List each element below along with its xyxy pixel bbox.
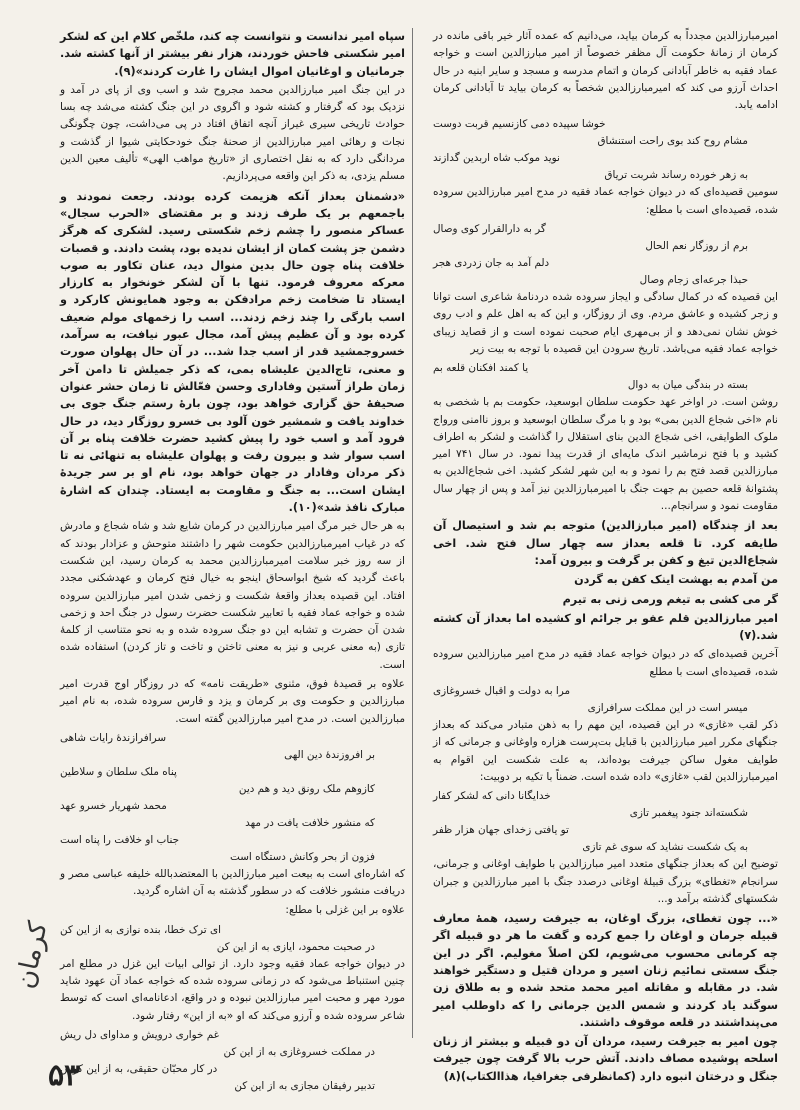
verse-first-hemistich: گر به دارالقرار کوی وصال: [433, 223, 546, 236]
verse-block: [60, 730, 405, 866]
verse-first-hemistich: نوید موکب شاه اربدین گدازند: [433, 152, 560, 165]
verse-first-hemistich: ای ترک خطا، بنده نوازی به از این کن: [60, 923, 221, 936]
quoted-paragraph: «دشمنان بعداز آنکه هزیمت کرده بودند. رجعت نمودند و باجمعهم بر یک طرف زدند و بر مقتضای «الحرب سجال» عساکر منصور را چشم زخم شکستی رسید. لشکری که هرگز دشمن جز پشت کمان از ایشان ندیده بود، پشت دادند. و قصبات خلافت پناه چون حال بدین منوال دید، عنان تکاور به صوب معرکه معروف فرمود. تنها با آن لشکر خونخوار به کارزار ایستاد تا ضخامت زخم مرادفکن به وجود همایونش کارکرد و اسب بارگی را چند زخم زدند... اسب را زخمهای مولم ضعیف کرده بود و آن عظیم پیش آمد، مجال عبور نیافت، به سرآمد، خسروجمشید قدر از اسب جدا شد... در آن حال پهلوان صورت و معنی، تاج‌الدین علیشاه بمی، که ذکر جمیلش تا دامن آخر زمان طراز آستین وفاداری وحسن فعّالش تا زمان حشر عنوان صحیفهٔ حق گزاری خواهد بود، چون بارهٔ رستم جنگ جوی بی خداوند یافت و شمشیر خون آلود بی خسرو روزگار دید، در حال فرود آمد و اسب خود را پیش کشید حضرت خلافت پناه بر آن اسب سوار شد و بیرون رفت و پهلوان علیشاه به تنهائی نه تا ذکر مردان وفادار در جهان خواهد بود، نام او بر سر جریدهٔ ایشان است... به جنگ و مقاومت به ایستاد. چندان که اشارهٔ مبارک نافذ شد»(۱۰).: [60, 189, 405, 515]
verse-second-hemistich: فزون از بحر وکانش دستگاه است: [230, 850, 375, 863]
verse-first-hemistich: پناه ملک سلطان و سلاطین: [60, 765, 177, 778]
verse-first-hemistich: یا کمند افکنان قلعه بم: [433, 362, 529, 375]
verse-first-hemistich: جناب او خلافت را پناه است: [60, 833, 180, 846]
column-divider: [412, 28, 413, 1038]
paragraph: در این جنگ امیر مبارزالدین محمد مجروح شد و اسب وی از پای در آمد و نزدیک بود که گرفتار و کشته شود و اگروی در این جنگ کشته می‌شد چه بسا حوادث تاریخی سیری غیراز آنچه اتفاق افتاد در پی می‌داشت، چون چگونگی نجات و رهائی امیر مبارزالدین از صحنهٔ جنگ خودحکایتی شیوا از گذشت و مردانگی دارد که به نقل اختصاری از «تاریخ مواهب الهی» تألیف معین الدین مسلم یزدی، به ذکر این واقعه می‌پردازیم.: [60, 83, 405, 183]
paragraph: به هر حال خبر مرگ امیر مبارزالدین در کرمان شایع شد و شاه شجاع و مادرش که در غیاب امیرمبارزالدین حکومت شهر را داشتند متوحش و عزادار بودند که از سه روز خبر سلامت امیرمبارزالدین محمد به کرمان رسید، این شکست باعث گردید که شیخ ابواسحاق اینجو به خیال فتح کرمان و عهدشکنی مجدد افتاد. این قصیده بعداز واقعهٔ شکست و زخمی شدن امیر مبارزالدین سروده شده و خواجه عماد فقیه با تعابیر شکست حضرت رسول در جنگ احد و زخمی شدن آن حضرت و تشابه این دو جنگ سروده شده و به نحو متناسب از کلمهٔ تازی (به معنی عربی و نیز به معنی تاختن و تاخت و تاز کردن) استفاده شده است.: [60, 520, 405, 671]
verse-second-hemistich: به زهر خورده رساند شربت تریاق: [604, 169, 748, 182]
page-number: ۵۳: [48, 1058, 81, 1093]
paragraph: روشن است. در اواخر عهد حکومت سلطان ابوسعید، حکومت بم با شخصی به نام «اخی شجاع الدین بمی» بود و با مرگ سلطان ابوسعید و بروز نا‌امنی ورواج ملوک الطوایفی، اخی شجاع الدین بنای استقلال را گذاشت و لشکر به اطراف کشید و با فتح نرماشیر اندک مایه‌ای از قدرت پیدا نمود. در سال ۷۴۱ امیر مبارزالدین قصد فتح بم را نمود و به این شهر لشکر کشید. اخی شجاع‌الدین به پشتوانهٔ قلعه حصین بم جهت جنگ با امیرمبارزالدین نیز آمد و پس از چهار سال مقاومت نمود و سرانجام...: [433, 396, 779, 513]
verse-second-hemistich: مشام روح کند بوی راحت استنشاق: [597, 135, 748, 148]
verse-block: [433, 360, 778, 394]
verse-second-hemistich: شکسته‌اند جنود پیغمبر تازی: [629, 807, 748, 820]
paragraph: امیرمبارزالدین مجدداً به کرمان بیاید، می‌دانیم که عمده آثار خیر باقی مانده در کرمان از زمانهٔ حکومت آل مظفر خصوصاً از امیر مبارزالدین است و خواجه عماد فقیه به خاطر آبادانی کرمان و اتمام مدرسه و مسجد و سایر ابنیه در حال احداث آرزو می کند که امیرمبارزالدین شخصاً به کرمان بیاید تا آبادانی کرمان ادامه یابد.: [433, 30, 778, 112]
verse-second-hemistich: تدبیر رفیقان مجازی به از این کن: [234, 1079, 375, 1092]
verse-first-hemistich: خدایگانا دانی که لشکر کفار: [433, 790, 551, 803]
quoted-paragraph: امیر مبارزالدین قلم عفو بر جرائم او کشیده اما بعداز آن کشته شد.(۷): [433, 611, 778, 643]
verse-first-hemistich: در کار محبّان حقیقی، به از این کوش: [60, 1062, 218, 1075]
verse-first-hemistich: دلم آمد به جان زدردی هجر: [433, 257, 550, 270]
paragraph: که اشاره‌ای است به بیعت امیر مبارزالدین با المعتضدبالله خلیفه عباسی مصر و دریافت منشور خلافت که در سطور گذشته به آن اشاره گردید.: [60, 867, 405, 898]
paragraph: علاوه بر این غزلی با مطلع:: [285, 904, 405, 917]
paragraph: آخرین قصیده‌ای که در دیوان خواجه عماد فقیه در مدح امیر مبارزالدین سروده شده، قصیده‌ای است با مطلع: [433, 648, 778, 678]
paragraph: ذکر لقب «غازی» در این قصیده، این مهم را به ذهن متبادر می‌کند که بعداز جنگهای مکرر امیر مبارزالدین با قبایل بت‌پرست هزاره واوغانی و جرمانی که از طوایف مغول ساکن جیرفت بوده‌اند، به علت شکست این اقوام به امیرمبارزالدین لقب «غازی» داده شده است. ضمناً با تکیه بر دوبیت:: [433, 719, 778, 783]
verse-second-hemistich: به یک شکست نشاید که سوی غم تازی: [582, 841, 748, 854]
right-text-column: [433, 28, 779, 1083]
quoted-paragraph: بعد از چندگاه (امیر مبارزالدین) متوجه بم شد و استیصال آن طایفه کرد. تا قلعه بعداز سه چهار سال فتح شد. اخی شجاع‌الدین تیغ و کفن بر گرفت و بیرون آمد:: [433, 519, 778, 567]
paragraph: سومین قصیده‌ای که در دیوان خواجه عماد فقیه در مدح امیر مبارزالدین سروده شده، قصیده‌ای است با مطلع:: [433, 186, 778, 216]
verse-first-hemistich: مرا به دولت و اقبال خسروغازی: [433, 685, 571, 698]
verse-block: [433, 788, 778, 856]
verse-second-hemistich: در صحبت محمود، ایازی به از این کن: [216, 940, 375, 953]
verse-block: [433, 116, 778, 184]
quoted-paragraph: سپاه امیر ندانست و نتوانست چه کند، ملخّص کلام این که لشکر امیر شکستی فاحش خوردند، هزار نفر بیشتر از آنها کشته شد. جرمانیان و اوغانیان اموال ایشان را غارت کردند»(۹).: [60, 30, 405, 78]
verse-second-hemistich: در مملکت خسروغازی به از این کن: [223, 1045, 375, 1058]
verse-second-hemistich: که منشور خلافت یافت در مهد: [245, 816, 375, 829]
verse-first-hemistich: تو یافتی زخدای جهان هزار ظفر: [433, 824, 569, 837]
verse-second-hemistich: برم از روزگار نعم الحال: [645, 240, 748, 253]
verse-second-hemistich: بر افروزندهٔ دین الهی: [284, 748, 375, 761]
quoted-paragraph: «... چون تغطای، بزرگ اوغان، به جیرفت رسید، همهٔ معارف قبیله جرمان و اوغان را جمع کرده و گفت ما هر دو قبیله اگر چه کرمانی محسوب می‌شویم، لکن اصلاً مغولیم. اگر در این جنگ سستی نمائیم زنان اسیر و مردان قتیل و دستگیر خواهند شد. در مقابله و مقاتله امیر محمد متحد شده و به طلاق زن سوگند یاد کردند و شمس الدین جرمانی را که داوطلب امیر می‌پنداشتند در قلعه موقوف داشتند.: [433, 912, 778, 1029]
verse-first-hemistich: محمد شهریار خسرو عهد: [60, 799, 167, 812]
quoted-paragraph: من آمدم به بهشت اینک کفن به گردن: [574, 573, 778, 587]
paragraph: در دیوان خواجه عماد فقیه وجود دارد. از توالی ابیات این غزل در مطلع امر چنین استنباط می‌شود که در زمانی سروده شده که خواجه عماد آن عهود شاید مورد مهر و محبت امیر مبارزالدین نبوده و در واقع، ادعانامه‌ای است که توسط شاعر سروده شده و آرزو می‌کند که او «به از این» رفتار شود.: [60, 957, 405, 1022]
quoted-paragraph: گر می کشی به تیغم ورمی زنی به تیرم: [562, 592, 778, 606]
paragraph: علاوه بر قصیدهٔ فوق، مثنوی «طریقت نامه» که در روزگار اوج قدرت امیر مبارزالدین و حکومت وی بر کرمان و یزد و فارس سروده شده، به نام امیر مبارزالدین است. در مدح امیر مبارزالدین گفته است.: [60, 677, 405, 725]
verse-second-hemistich: میسر است در این مملکت سرافرازی: [587, 702, 748, 715]
handwritten-signature: کرمان: [10, 918, 54, 992]
paragraph: توضیح این که بعداز جنگهای متعدد امیر مبارزالدین با طوایف اوغانی و جرمانی، سرانجام «تغطای» بزرگ قبیلهٔ اوغانی درصدد جنگ با امیر مبارزالدین و جبران شکستهای گذشته برآمد و...: [433, 858, 778, 905]
verse-second-hemistich: بسته در بندگی میان به دوال: [627, 379, 748, 392]
verse-first-hemistich: خوشا سپیده دمی کازنسیم قربت دوست: [433, 118, 606, 131]
verse-block: [60, 922, 405, 956]
verse-second-hemistich: کازوهم ملک رونق دید و هم دین: [238, 782, 375, 795]
paragraph: این قصیده که در کمال سادگی و ایجاز سروده شده دردنامهٔ شاعری است توانا و زجر کشیده و عاشق مردم. وی از روزگار، و این که به اهل علم و ادب روی خوش نشان نمی‌دهد و از بی‌مهری ایام صحبت نموده است و از قصاید زیبای خواجه عماد فقیه می‌باشد. تاریخ سرودن این قصیده با توجه به بیت زیر: [433, 291, 778, 355]
verse-second-hemistich: حبذا جرعه‌ای زجام وصال: [639, 274, 748, 287]
verse-first-hemistich: سرافرازندهٔ رایات شاهی: [60, 731, 167, 744]
verse-block: [60, 1027, 405, 1095]
verse-first-hemistich: غم خواری درویش و مداوای دل ریش: [60, 1028, 220, 1041]
verse-block: [433, 221, 778, 289]
verse-block: [433, 683, 778, 717]
quoted-paragraph: چون امیر به جیرفت رسید، مردان آن دو قبیله و بیشتر از زنان اسلحه پوشیده مصاف دادند. آتش حرب بالا گرفت چون جیرفت جنگل و درختان انبوه دارد (کمانظرفی جغرافیا، هذاالکتاب)(۸): [433, 1035, 778, 1083]
